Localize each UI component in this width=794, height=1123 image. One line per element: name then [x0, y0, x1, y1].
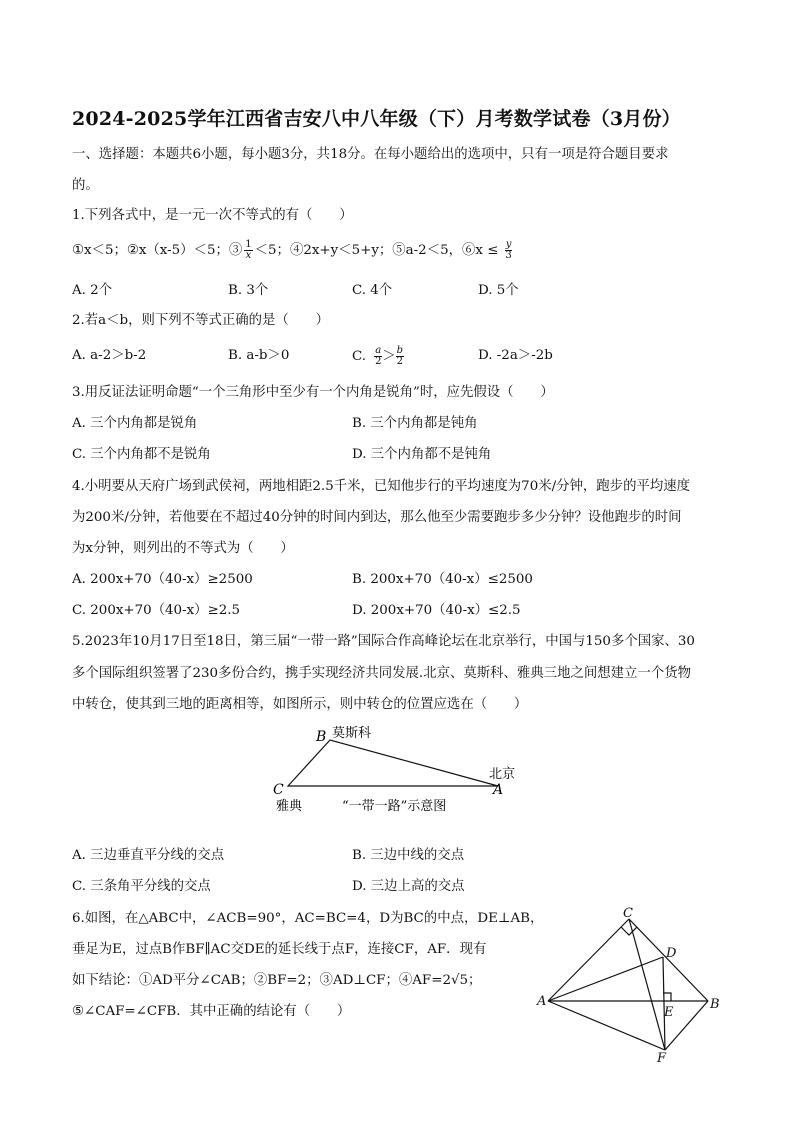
- q5-option-c: C. 三条角平分线的交点: [72, 879, 211, 894]
- q5-label-athens: 雅典: [276, 799, 303, 814]
- q1-expr-3-fraction: [244, 240, 252, 261]
- q1-frac2-num: y: [505, 239, 512, 250]
- q6-label-e: E: [664, 1005, 674, 1020]
- q5-stem-line3: 中转仓，使其到三地的距离相等，如图所示，则中转仓的位置应选在（ ）: [72, 697, 528, 712]
- q1-expr-6-fraction: [505, 240, 513, 261]
- q6-geometry-figure: [530, 905, 730, 1065]
- q2-option-b: B. a-b＞0: [228, 348, 290, 363]
- q6-segment-af: [548, 1001, 665, 1050]
- q4-option-b: B. 200x+70（40-x）≤2500: [352, 572, 533, 587]
- q4-option-d: D. 200x+70（40-x）≤2.5: [352, 603, 521, 618]
- q4-stem-line3: 为x分钟，则列出的不等式为（ ）: [72, 541, 294, 556]
- q1-expr-5: ⑤a-2＜5，: [392, 243, 462, 258]
- q3-option-a: A. 三个内角都是锐角: [72, 416, 198, 431]
- q6-stem-line4: ⑤∠CAF=∠CFB．其中正确的结论有（ ）: [72, 1004, 351, 1019]
- q1-expr-3-label: ③: [228, 243, 243, 258]
- q5-stem-line2: 多个国际组织签署了230多份合约，携手实现经济共同发展.北京、莫斯科、雅典三地之间想建立一个货物: [72, 666, 691, 681]
- q1-option-d: D. 5个: [478, 283, 519, 298]
- q4-option-c: C. 200x+70（40-x）≥2.5: [72, 603, 241, 618]
- page-title: 2024-2025学年江西省吉安八中八年级（下）月考数学试卷（3月份）: [72, 108, 681, 130]
- q1-option-b: B. 3个: [228, 283, 269, 298]
- q6-label-c: C: [623, 906, 633, 921]
- q3-stem: 3.用反证法证明命题“一个三角形中至少有一个内角是锐角”时，应先假设（ ）: [72, 385, 554, 400]
- q6-label-d: D: [666, 946, 677, 961]
- q6-label-f: F: [657, 1051, 667, 1065]
- q6-segment-cf: [629, 919, 665, 1050]
- q5-stem-line1: 5.2023年10月17日至18日，第三届“一带一路”国际合作高峰论坛在北京举行，中国与150多个国家、30: [72, 634, 695, 649]
- q2-frac-a-num: a: [375, 345, 382, 356]
- q6-stem-line3: 如下结论：①AD平分∠CAB；②BF=2；③AD⊥CF；④AF=2√5；: [72, 973, 482, 988]
- q2-frac-gt: ＞: [382, 349, 396, 364]
- q3-option-c: C. 三个内角都不是锐角: [72, 447, 211, 462]
- q1-expr-3-rest: ＜5；: [254, 243, 290, 258]
- q2-stem: 2.若a＜b，则下列不等式正确的是（ ）: [72, 313, 329, 328]
- q2-frac-b: [396, 346, 404, 367]
- q4-stem-line2: 为200米/分钟，若他要在不超过40分钟的时间内到达，那么他至少需要跑步多少分钟？设他跑步的时间: [72, 510, 682, 525]
- q6-label-a: A: [537, 994, 547, 1009]
- q1-frac-num: 1: [245, 239, 252, 250]
- q1-frac-den: x: [245, 250, 252, 261]
- q1-expr-6-label: ⑥x ≤: [462, 243, 503, 258]
- q6-stem-line2: 垂足为E，过点B作BF∥AC交DE的延长线于点F，连接CF，AF．现有: [72, 942, 487, 957]
- q6-stem-line1: 6.如图，在△ABC中，∠ACB=90°，AC=BC=4，D为BC的中点，DE⊥AB，: [72, 911, 544, 926]
- q2-frac-a-den: 2: [375, 356, 382, 367]
- q2-frac-b-num: b: [396, 345, 404, 356]
- q2-option-a: A. a-2＞b-2: [72, 348, 147, 363]
- q6-segment-df: [663, 957, 665, 1050]
- q6-label-b: B: [710, 997, 720, 1012]
- q2-option-c: [352, 346, 404, 367]
- q5-option-a: A. 三边垂直平分线的交点: [72, 848, 225, 863]
- q2-option-c-label: C.: [352, 349, 367, 364]
- q5-label-a: A: [493, 782, 504, 798]
- q1-option-c: C. 4个: [352, 283, 393, 298]
- q2-frac-b-den: 2: [396, 356, 404, 367]
- q1-expr-1: ①x＜5；: [72, 243, 127, 258]
- q1-expressions: [72, 240, 514, 261]
- q2-option-d: D. -2a＞-2b: [478, 348, 553, 363]
- section-instructions-line1: 一、选择题：本题共6小题，每小题3分，共18分。在每小题给出的选项中，只有一项是符合题目要求: [72, 147, 669, 162]
- q5-option-b: B. 三边中线的交点: [352, 848, 465, 863]
- section-instructions-line2: 的。: [72, 178, 99, 193]
- q4-stem-line1: 4.小明要从天府广场到武侯祠，两地相距2.5千米，已知他步行的平均速度为70米/分钟，跑步的平均速度: [72, 479, 691, 494]
- q5-label-moscow: 莫斯科: [332, 726, 372, 741]
- q5-label-c: C: [273, 782, 284, 798]
- q1-option-a: A. 2个: [72, 283, 113, 298]
- q6-right-angle-c: [621, 927, 637, 935]
- q1-expr-4: ④2x+y＜5+y；: [289, 243, 393, 258]
- q4-option-a: A. 200x+70（40-x）≥2500: [72, 572, 253, 587]
- q5-figure-caption: “一带一路”示意图: [342, 799, 447, 814]
- q3-option-b: B. 三个内角都是钝角: [352, 416, 478, 431]
- q6-segment-ca: [548, 919, 629, 1001]
- q5-triangle: [288, 740, 498, 786]
- q1-expr-2: ②x（x-5）＜5；: [126, 243, 229, 258]
- q5-triangle-figure: [270, 724, 530, 814]
- q5-option-d: D. 三边上高的交点: [352, 879, 465, 894]
- q5-label-b: B: [316, 729, 327, 745]
- q3-option-d: D. 三个内角都不是钝角: [352, 447, 492, 462]
- q1-frac2-den: 3: [505, 250, 512, 261]
- q5-label-beijing: 北京: [489, 767, 516, 782]
- q1-stem: 1.下列各式中，是一元一次不等式的有（ ）: [72, 208, 353, 223]
